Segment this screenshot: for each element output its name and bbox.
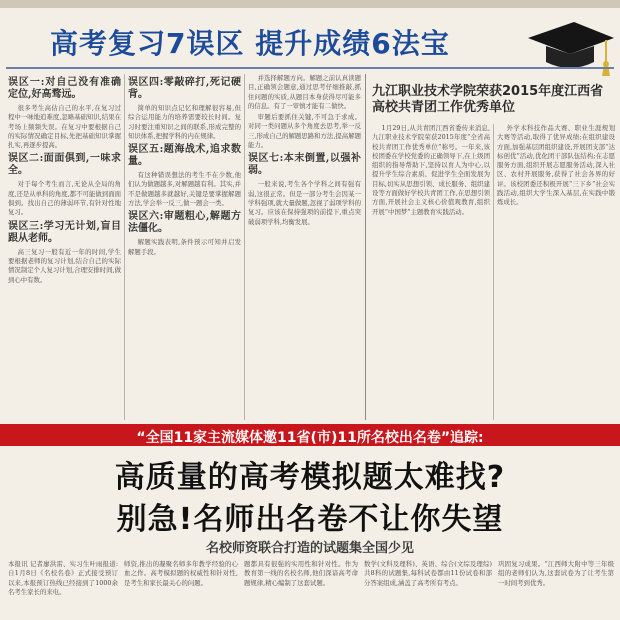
body-paragraph: 题都具有很强的实用性和针对性。作为教育第一线的名校名师,他们深谙高考命题规律,精心编制了这套试题。	[244, 560, 358, 587]
section-heading: 误区三:学习无计划,盲目跟从老师。	[8, 220, 121, 244]
body-paragraph: 并选择解题方向。解题之前认真读题目,正确领会题意,通过思考仔细推敲,抓住问题的实质,从题目本身获得尽可能多的信息。有了一审慎才能有二做快。	[248, 74, 361, 110]
body-paragraph: 审题后要抓住关键,不可急于求成。对同一类问题从多个角度去思考,举一反三,形成自己的解题思路和方法,提高解题能力。	[248, 113, 361, 150]
feature-column-3	[244, 560, 358, 620]
body-paragraph: 外学术科技作品大赛、职业生涯规划大赛等活动,取得了优异成绩;在组织建设方面,加强基层团组织建设,开展团支部“达标创优”活动,优化团干部队伍结构;在志愿服务方面,组织开展志愿服务活动,深入社区、农村开展服务,获得了社会各界的好评。该校团委还积极开展“三下乡”社会实践活动,组织大学生深入基层,在实践中锻炼成长。	[497, 124, 615, 207]
body-paragraph: 很多考生高估自己的水平,在复习过程中一味地追难度,忽略基础知识,结果在考场上频频失误。在复习中要根据自己的实际情况确定目标,先把基础知识掌握扎实,再逐步提高。	[8, 104, 121, 150]
feature-headline-1: 高质量的高考模拟题太难找?	[114, 460, 506, 495]
body-paragraph: 解题实践表明,条件预示可知并启发解题手段。	[128, 238, 241, 256]
sidebar-article-column-2	[497, 124, 615, 420]
section-heading: 误区七:本末倒置,以强补弱。	[248, 153, 361, 177]
body-paragraph: 数学(文科及理科)、英语、综合(文综及理综)共8科的试题集,每科试卷都由11份试卷和部分答案组成,涵盖了高考所有考点。	[364, 560, 492, 587]
body-paragraph: 有这种错误想法的考生不在少数,他们认为做题越多,对解题越有利。其实,并不是做题越多就越好,关键是要掌握解题方法,学会举一反三,做一题会一类。	[128, 171, 241, 208]
body-paragraph: 巩固复习成果。“江西师大附中等三年级组的老师们认为,这套试卷为了让考生第一时间考到优秀。	[498, 560, 614, 587]
article-column-2	[128, 74, 241, 420]
feature-column-4	[364, 560, 492, 620]
page-headline: 高考复习7误区 提升成绩6法宝	[50, 27, 450, 60]
body-paragraph: 对于每个考生而言,无论从全局的角度,还是从单科的角度,都不可能做到面面俱到。找出自己的薄弱环节,有针对性地复习。	[8, 180, 121, 217]
section-banner-text: “全国11家主流媒体邀11省(市)11所名校出名卷”追踪:	[136, 430, 484, 446]
section-heading: 误区六:审题粗心,解题方法僵化。	[128, 211, 241, 235]
body-paragraph: 简单的知识点记忆和理解很容易,但综合运用能力的培养需要较长时间。复习时要注重知识之间的联系,形成完整的知识体系,把握学科的内在规律。	[128, 104, 241, 140]
sidebar-article-title: 九江职业技术学院荣获2015年度江西省高校共青团工作优秀单位	[372, 84, 604, 115]
body-paragraph: 本报讯 记者廖洪雷、实习生叶雨报道:自1月8日《名校名卷》正式接受预订以来,本报预订热线已经接到了1000余名考生家长的来电。	[8, 560, 118, 596]
graduation-cap-icon	[522, 4, 618, 82]
body-paragraph: 高三复习一般有近一年的时间,学生要根据老师的复习计划,结合自己的实际情况制定个人复习计划,合理安排时间,做到心中有数。	[8, 247, 121, 284]
feature-column-2	[124, 560, 238, 620]
sidebar-article-column-1	[372, 124, 490, 420]
feature-column-5	[498, 560, 614, 620]
column-divider	[493, 124, 494, 420]
section-heading: 误区四:零敲碎打,死记硬背。	[128, 77, 241, 100]
section-heading: 误区五:题海战术,追求数量。	[128, 144, 241, 168]
section-divider	[365, 74, 366, 420]
article-column-1	[8, 74, 121, 420]
section-heading: 误区二:面面俱到,一味求全。	[8, 153, 121, 177]
column-divider	[124, 74, 125, 420]
feature-column-1	[8, 560, 118, 620]
feature-subheadline: 名校师资联合打造的试题集全国少见	[205, 541, 414, 556]
feature-headline-2: 别急!名师出名卷不让你失望	[116, 502, 504, 537]
body-paragraph: 一般来说,考生各个学科之间有强有弱,这很正常。但是一部分考生会因某一学科强项,就大量做题,忽视了弱项学科的复习。应该在保持强项的前提下,重点突破弱项学科,均衡发展。	[248, 180, 361, 226]
body-paragraph: 师资,推出的凝聚名师多年教学经验的心血之作。高考模拟题的权威性和针对性,是考生和家长最关心的问题。	[124, 560, 238, 587]
article-column-3	[248, 74, 361, 420]
section-heading: 误区一:对自己没有准确定位,好高骛远。	[8, 77, 121, 100]
headline-rule	[6, 67, 614, 69]
body-paragraph: 1月29日,从共青团江西省委传来消息,九江职业技术学院荣获2015年度“全省高校共青团工作优秀单位”称号。一年来,该校团委在学校党委的正确领导下,在上级团组织的指导帮助下,坚持以育人为中心,以提升学生综合素质、促进学生全面发展为目标,切实从思想引领、成长服务、组织建设等方面做好学校共青团工作,在思想引领方面,开展社会主义核心价值观教育,组织开展“中国梦”主题教育实践活动。	[372, 124, 490, 216]
column-divider	[244, 74, 245, 420]
